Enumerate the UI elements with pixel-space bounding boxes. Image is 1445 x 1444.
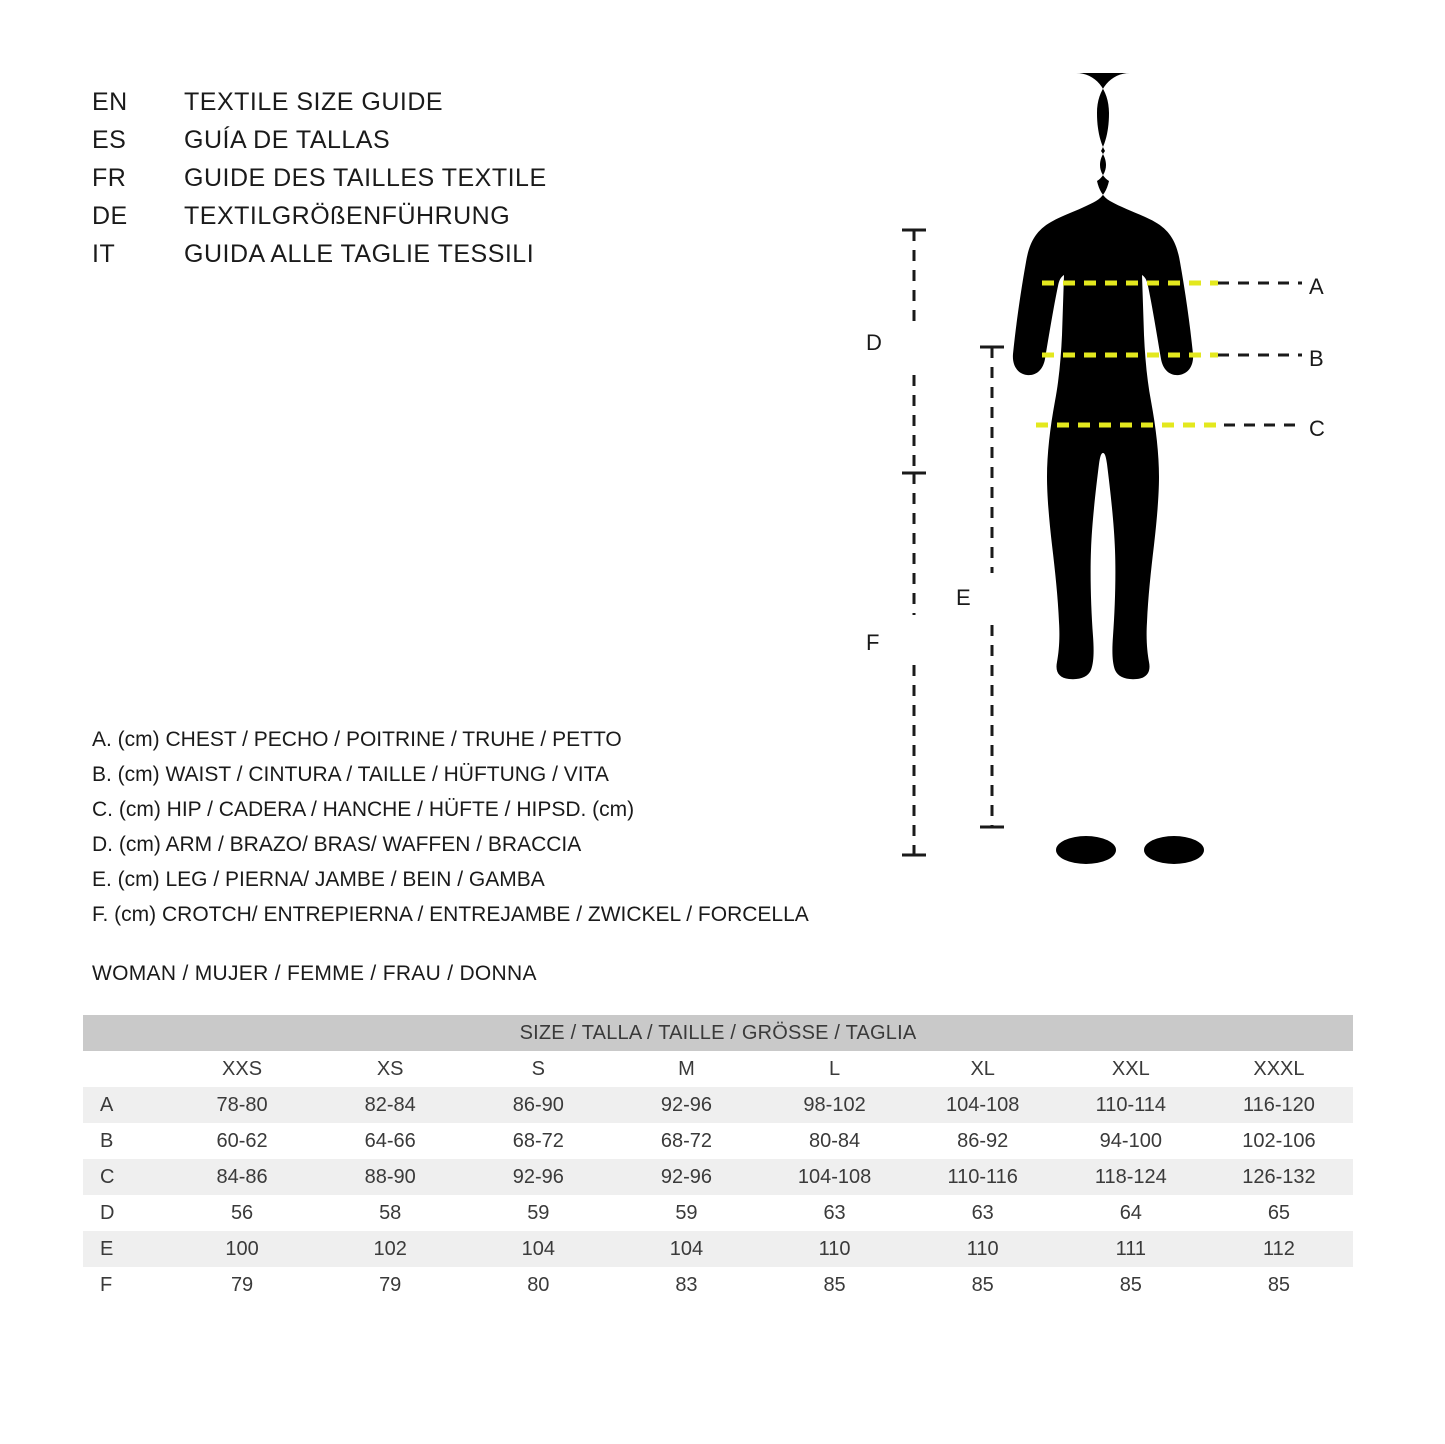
table-row — [83, 1231, 1353, 1267]
table-band-label: SIZE / TALLA / TAILLE / GRÖSSE / TAGLIA — [83, 1015, 1353, 1051]
cell-f-xxs: 79 — [168, 1267, 316, 1303]
group-label: WOMAN / MUJER / FEMME / FRAU / DONNA — [92, 962, 537, 985]
table-row — [83, 1123, 1353, 1159]
title-lang-es: ES — [92, 126, 127, 154]
cell-e-m: 104 — [612, 1231, 760, 1267]
cell-c-xl: 110-116 — [909, 1159, 1057, 1195]
table-row — [83, 1159, 1353, 1195]
title-text-fr: GUIDE DES TAILLES TEXTILE — [184, 164, 547, 192]
cell-b-s: 68-72 — [464, 1123, 612, 1159]
cell-e-s: 104 — [464, 1231, 612, 1267]
title-lang-fr: FR — [92, 164, 127, 192]
cell-a-xxl: 110-114 — [1057, 1087, 1205, 1123]
cell-a-xxs: 78-80 — [168, 1087, 316, 1123]
cell-d-l: 63 — [761, 1195, 909, 1231]
cell-a-m: 92-96 — [612, 1087, 760, 1123]
marker-label-e: E — [956, 585, 971, 610]
cell-d-s: 59 — [464, 1195, 612, 1231]
title-row-es — [92, 126, 712, 164]
title-text-en: TEXTILE SIZE GUIDE — [184, 88, 444, 116]
title-row-it — [92, 240, 712, 278]
column-header-xxl: XXL — [1057, 1051, 1205, 1087]
cell-d-m: 59 — [612, 1195, 760, 1231]
table-row — [83, 1087, 1353, 1123]
cell-b-l: 80-84 — [761, 1123, 909, 1159]
title-row-en — [92, 88, 712, 126]
legend-item-f: F. (cm) CROTCH/ ENTREPIERNA / ENTREJAMBE / ZWICKEL / FORCELLA — [92, 903, 809, 926]
cell-f-xxl: 85 — [1057, 1267, 1205, 1303]
cell-f-m: 83 — [612, 1267, 760, 1303]
column-header-xxs: XXS — [168, 1051, 316, 1087]
cell-d-xxxl: 65 — [1205, 1195, 1353, 1231]
title-row-fr — [92, 164, 712, 202]
cell-b-xxl: 94-100 — [1057, 1123, 1205, 1159]
legend-block — [92, 722, 992, 932]
cell-d-xxs: 56 — [168, 1195, 316, 1231]
cell-c-s: 92-96 — [464, 1159, 612, 1195]
legend-item-d: D. (cm) ARM / BRAZO/ BRAS/ WAFFEN / BRACCIA — [92, 833, 582, 856]
cell-a-xl: 104-108 — [909, 1087, 1057, 1123]
cell-b-xl: 86-92 — [909, 1123, 1057, 1159]
legend-item-b: B. (cm) WAIST / CINTURA / TAILLE / HÜFTUNG / VITA — [92, 763, 609, 786]
cell-f-l: 85 — [761, 1267, 909, 1303]
row-letter-d: D — [83, 1195, 168, 1231]
cell-f-s: 80 — [464, 1267, 612, 1303]
table-band-row — [83, 1015, 1353, 1051]
cell-c-xxs: 84-86 — [168, 1159, 316, 1195]
column-header-xl: XL — [909, 1051, 1057, 1087]
table-row — [83, 1267, 1353, 1303]
woman-silhouette-icon — [1013, 73, 1204, 864]
title-text-es: GUÍA DE TALLAS — [184, 126, 391, 154]
cell-c-m: 92-96 — [612, 1159, 760, 1195]
column-header-l: L — [761, 1051, 909, 1087]
cell-e-xl: 110 — [909, 1231, 1057, 1267]
marker-label-b: B — [1309, 346, 1324, 371]
title-block — [92, 88, 712, 278]
cell-b-xxs: 60-62 — [168, 1123, 316, 1159]
title-lang-it: IT — [92, 240, 116, 268]
size-table — [83, 1015, 1353, 1303]
marker-label-d: D — [866, 330, 882, 355]
marker-label-a: A — [1309, 274, 1324, 299]
column-header-m: M — [612, 1051, 760, 1087]
row-letter-e: E — [83, 1231, 168, 1267]
cell-e-xs: 102 — [316, 1231, 464, 1267]
cell-b-m: 68-72 — [612, 1123, 760, 1159]
bracket-d — [902, 230, 926, 473]
title-lang-en: EN — [92, 88, 128, 116]
cell-e-xxs: 100 — [168, 1231, 316, 1267]
table-row — [83, 1195, 1353, 1231]
cell-a-xs: 82-84 — [316, 1087, 464, 1123]
column-header-xs: XS — [316, 1051, 464, 1087]
cell-a-l: 98-102 — [761, 1087, 909, 1123]
cell-c-xxxl: 126-132 — [1205, 1159, 1353, 1195]
cell-d-xl: 63 — [909, 1195, 1057, 1231]
cell-f-xl: 85 — [909, 1267, 1057, 1303]
column-header-blank — [83, 1051, 168, 1087]
cell-d-xxl: 64 — [1057, 1195, 1205, 1231]
cell-c-xs: 88-90 — [316, 1159, 464, 1195]
cell-f-xxxl: 85 — [1205, 1267, 1353, 1303]
cell-e-xxxl: 112 — [1205, 1231, 1353, 1267]
cell-a-xxxl: 116-120 — [1205, 1087, 1353, 1123]
title-row-de — [92, 202, 712, 240]
row-letter-c: C — [83, 1159, 168, 1195]
cell-f-xs: 79 — [316, 1267, 464, 1303]
table-column-header-row — [83, 1051, 1353, 1087]
title-text-it: GUIDA ALLE TAGLIE TESSILI — [184, 240, 535, 268]
legend-item-a: A. (cm) CHEST / PECHO / POITRINE / TRUHE / PETTO — [92, 728, 622, 751]
title-text-de: TEXTILGRÖßENFÜHRUNG — [184, 202, 511, 230]
title-lang-de: DE — [92, 202, 128, 230]
legend-item-c: C. (cm) HIP / CADERA / HANCHE / HÜFTE / HIPSD. (cm) — [92, 798, 635, 821]
row-letter-a: A — [83, 1087, 168, 1123]
cell-c-xxl: 118-124 — [1057, 1159, 1205, 1195]
row-letter-f: F — [83, 1267, 168, 1303]
cell-c-l: 104-108 — [761, 1159, 909, 1195]
cell-d-xs: 58 — [316, 1195, 464, 1231]
cell-e-l: 110 — [761, 1231, 909, 1267]
column-header-xxxl: XXXL — [1205, 1051, 1353, 1087]
cell-e-xxl: 111 — [1057, 1231, 1205, 1267]
marker-label-c: C — [1309, 416, 1325, 441]
cell-a-s: 86-90 — [464, 1087, 612, 1123]
row-letter-b: B — [83, 1123, 168, 1159]
legend-item-e: E. (cm) LEG / PIERNA/ JAMBE / BEIN / GAMBA — [92, 868, 545, 891]
marker-label-f: F — [866, 630, 880, 655]
cell-b-xxxl: 102-106 — [1205, 1123, 1353, 1159]
size-table-wrap — [83, 1015, 1353, 1303]
cell-b-xs: 64-66 — [316, 1123, 464, 1159]
column-header-s: S — [464, 1051, 612, 1087]
